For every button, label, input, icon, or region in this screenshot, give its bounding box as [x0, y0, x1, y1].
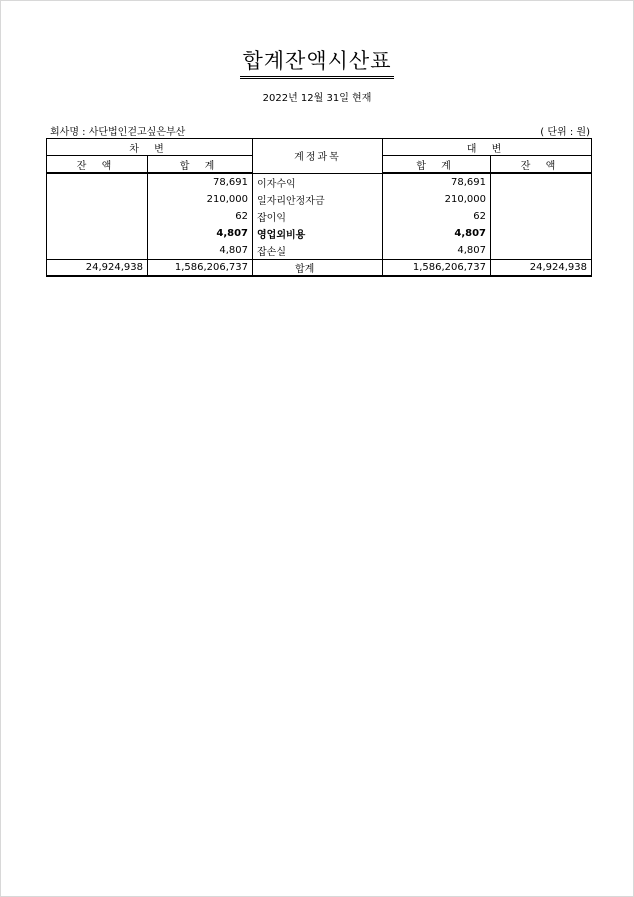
header-credit-balance: 잔 액: [491, 156, 592, 174]
company-name: 회사명 : 사단법인걷고싶은부산: [50, 127, 186, 138]
credit-balance-cell: [491, 225, 592, 242]
debit-balance-cell: [47, 225, 148, 242]
total-label: 합계: [253, 260, 383, 277]
total-debit-total: 1,586,206,737: [148, 260, 253, 277]
account-cell: 일자리안정자금: [253, 191, 383, 208]
header-credit-total: 합 계: [383, 156, 491, 174]
debit-total-cell: 78,691: [148, 173, 253, 191]
account-cell: 영업외비용: [253, 225, 383, 242]
debit-total-cell: 62: [148, 208, 253, 225]
account-cell: 이자수익: [253, 173, 383, 191]
title-block: [0, 48, 634, 79]
credit-total-cell: 62: [383, 208, 491, 225]
header-debit-balance: 잔 액: [47, 156, 148, 174]
header-account: 계정과목: [253, 139, 383, 174]
table-row: [47, 191, 592, 208]
credit-total-cell: 210,000: [383, 191, 491, 208]
document-title: 합계잔액시산표: [240, 48, 393, 79]
header-row-groups: [47, 139, 592, 156]
currency-unit: ( 단위 : 원): [540, 127, 590, 138]
total-debit-balance: 24,924,938: [47, 260, 148, 277]
credit-total-cell: 78,691: [383, 173, 491, 191]
table-row: [47, 225, 592, 242]
debit-balance-cell: [47, 242, 148, 260]
credit-total-cell: 4,807: [383, 225, 491, 242]
debit-balance-cell: [47, 173, 148, 191]
report-date: 2022년 12월 31일 현재: [262, 93, 372, 104]
table-row: [47, 242, 592, 260]
debit-balance-cell: [47, 191, 148, 208]
total-row: [47, 260, 592, 277]
header-debit: 차 변: [47, 139, 253, 156]
table-row: [47, 208, 592, 225]
header-debit-total: 합 계: [148, 156, 253, 174]
total-credit-total: 1,586,206,737: [383, 260, 491, 277]
table-row: [47, 173, 592, 191]
total-credit-balance: 24,924,938: [491, 260, 592, 277]
trial-balance-table: [46, 138, 592, 277]
account-cell: 잡손실: [253, 242, 383, 260]
credit-balance-cell: [491, 191, 592, 208]
ledger-body: [47, 173, 592, 276]
credit-total-cell: 4,807: [383, 242, 491, 260]
debit-total-cell: 4,807: [148, 242, 253, 260]
credit-balance-cell: [491, 173, 592, 191]
debit-balance-cell: [47, 208, 148, 225]
account-cell: 잡이익: [253, 208, 383, 225]
header-credit: 대 변: [383, 139, 592, 156]
credit-balance-cell: [491, 242, 592, 260]
credit-balance-cell: [491, 208, 592, 225]
debit-total-cell: 210,000: [148, 191, 253, 208]
debit-total-cell: 4,807: [148, 225, 253, 242]
